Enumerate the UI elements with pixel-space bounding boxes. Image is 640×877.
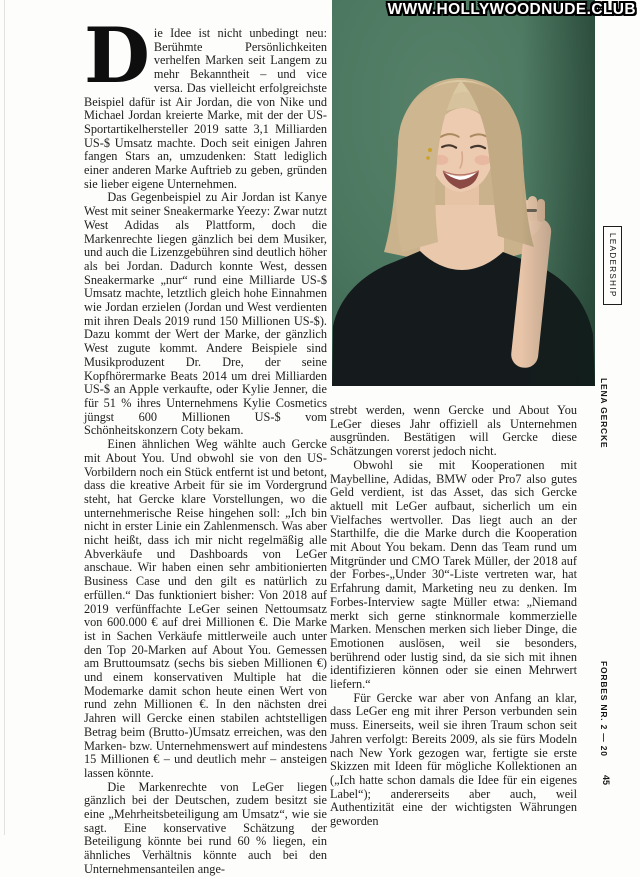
article-paragraph: Für Gercke war aber von Anfang an klar, dass LeGer eng mit ihrer Person verbunden sein muss. Einerseits, weil sie ihren Traum schon seit Jahren verfolgt: Bereits 2009, als sie fürs Modeln nach New York gezogen war, fertigte sie erste Skizzen mit Ideen für mögliche Kollektionen an („Ich hatte schon damals die Idee für ein eigenes Label“); andererseits aber auch, weil Authentizität eine der wichtigsten Währungen geworden xyxy=(330,690,577,829)
section-label-leadership: LEADERSHIP xyxy=(603,226,622,305)
watermark-text: WWW.HOLLYWOODNUDE.CLUB xyxy=(387,1,636,18)
article-paragraph: Obwohl sie mit Kooperationen mit Maybelline, Adidas, BMW oder Pro7 also gutes Geld verdient, ist das Asset, das sich Gercke aktuell mit LeGer aufbaut, sicherlich um ein Vielfaches wertvoller. Das liegt auch an der Starthilfe, die die Marke durch die Kooperation mit About You bekam. Denn das Team rund um Mitgründer und CMO Tarek Müller, der 2018 auf der Forbes-„Under 30“-Liste vertreten war, hat Erfahrung damit, Marketing neu zu denken. Im Forbes-Interview sagte Müller etwa: „Niemand merkt sich gerne stinknormale kommerzielle Marken. Menschen merken sich lieber Dinge, die Emotionen auslösen, weil sie besonders, berührend oder lustig sind, da sie sich mit ihnen identifizieren können oder sie einen Mehrwert liefern.“ xyxy=(330,457,577,692)
article-paragraph: Die Markenrechte von LeGer liegen gänzlich bei der Deutschen, zudem besitzt sie eine „Mehrheitsbeteiligung am Umsatz“, wie sie sagt. Eine konservative Schätzung der Beteiligung könnte bei rund 60 % liegen, ein ähnliches Verhältnis könnte auch bei den Unternehmensanteilen ange- xyxy=(84,779,327,876)
article-paragraph xyxy=(84,11,327,191)
page-edge-line xyxy=(4,0,5,835)
paragraph-text: ie Idee ist nicht unbedingt neu: Berühmte Persönlichkeiten verhelfen Marken seit Langem zu mehr Bekanntheit – und vice versa. Das vielleicht erfolgreichste Beispiel dafür ist Air Jordan, die von Nike und Michael Jordan kreierte Marke, mit der der US-Sportartikelhersteller 2019 satte 3,1 Milliarden US-$ Umsatz machte. Doch seit einigen Jahren fangen Stars an, umzudenken: Statt lediglich einer anderen Marke Auftrieb zu geben, gründen sie lieber eigene Unternehmen. xyxy=(84,26,327,191)
person-name-label: LENA GERCKE xyxy=(599,378,609,449)
portrait-photo-illustration xyxy=(332,0,595,386)
article-paragraph: strebt werden, wenn Gercke und About You LeGer dieses Jahr offiziell als Unternehmen ausgründen. Bestätigen will Gercke diese Schätzungen vorerst jedoch nicht. xyxy=(330,403,577,459)
article-paragraph: Einen ähnlichen Weg wählte auch Gercke mit About You. Und obwohl sie von den US-Vorbildern noch ein Stück entfernt ist und betont, dass die kreative Arbeit für sie im Vordergrund steht, hat Gercke klare Vorstellungen, wo die unternehmerische Reise hingehen soll: „Ich bin nicht in erster Linie ein Zahlenmensch. Was aber nicht heißt, dass ich mir nicht regelmäßig alle Abverkäufe und Dashboards von LeGer anschaue. Wir haben einen sehr ambitionierten Business Case und den gilt es natürlich zu erfüllen.“ Das funktioniert bisher: Von 2018 auf 2019 verfünffachte LeGer seinen Nettoumsatz von 600.000 € auf drei Millionen €. Die Marke ist in Sachen Verkäufe mittlerweile auch unter den Top 20-Marken auf About You. Gemessen am Bruttoumsatz (sechs bis sieben Millionen €) und einem konservativen Multiple hat die Modemarke damit schon heute einen Wert von rund zehn Millionen €. In den nächsten drei Jahren will Gercke einen stabilen achtstelligen Betrag beim (Brutto-)Umsatz erreichen, was den Marken- bzw. Unternehmenswert auf mindestens 15 Millionen € – und deutlich mehr – ansteigen lassen könnte. xyxy=(84,437,327,780)
article-left-column xyxy=(84,11,327,877)
page-number: 45 xyxy=(601,775,611,786)
article-paragraph: Das Gegenbeispiel zu Air Jordan ist Kanye West mit seiner Sneakermarke Yeezy: Zwar nutzt West Adidas als Plattform, doch die Markenrechte liegen gänzlich bei dem Musiker, und auch die Lizenzgebühren sind deutlich höher als bei Jordan. Dadurch konnte West, dessen Sneakermarke „nur“ rund eine Milliarde US-$ Umsatz machte, letztlich gleich hohe Einnahmen wie Jordan erzielen (Jordan und West verdienten mit ihren Deals 2019 rund 150 Millionen US-$). Dazu kommt der Wert der Marke, der gänzlich West zugute kommt. Andere Beispiele sind Musikproduzent Dr. Dre, der seine Kopfhörermarke Beats 2014 um drei Milliarden US-$ an Apple verkaufte, oder Kylie Jenner, die für 51 % ihres Unternehmens Kylie Cosmetics jüngst 600 Millionen US-$ vom Schönheitskonzern Coty bekam. xyxy=(84,190,327,438)
portrait-photo xyxy=(332,0,595,386)
drop-cap: D xyxy=(84,11,147,100)
issue-label: FORBES NR. 2 — 20 xyxy=(599,661,609,757)
article-right-column xyxy=(330,404,577,829)
